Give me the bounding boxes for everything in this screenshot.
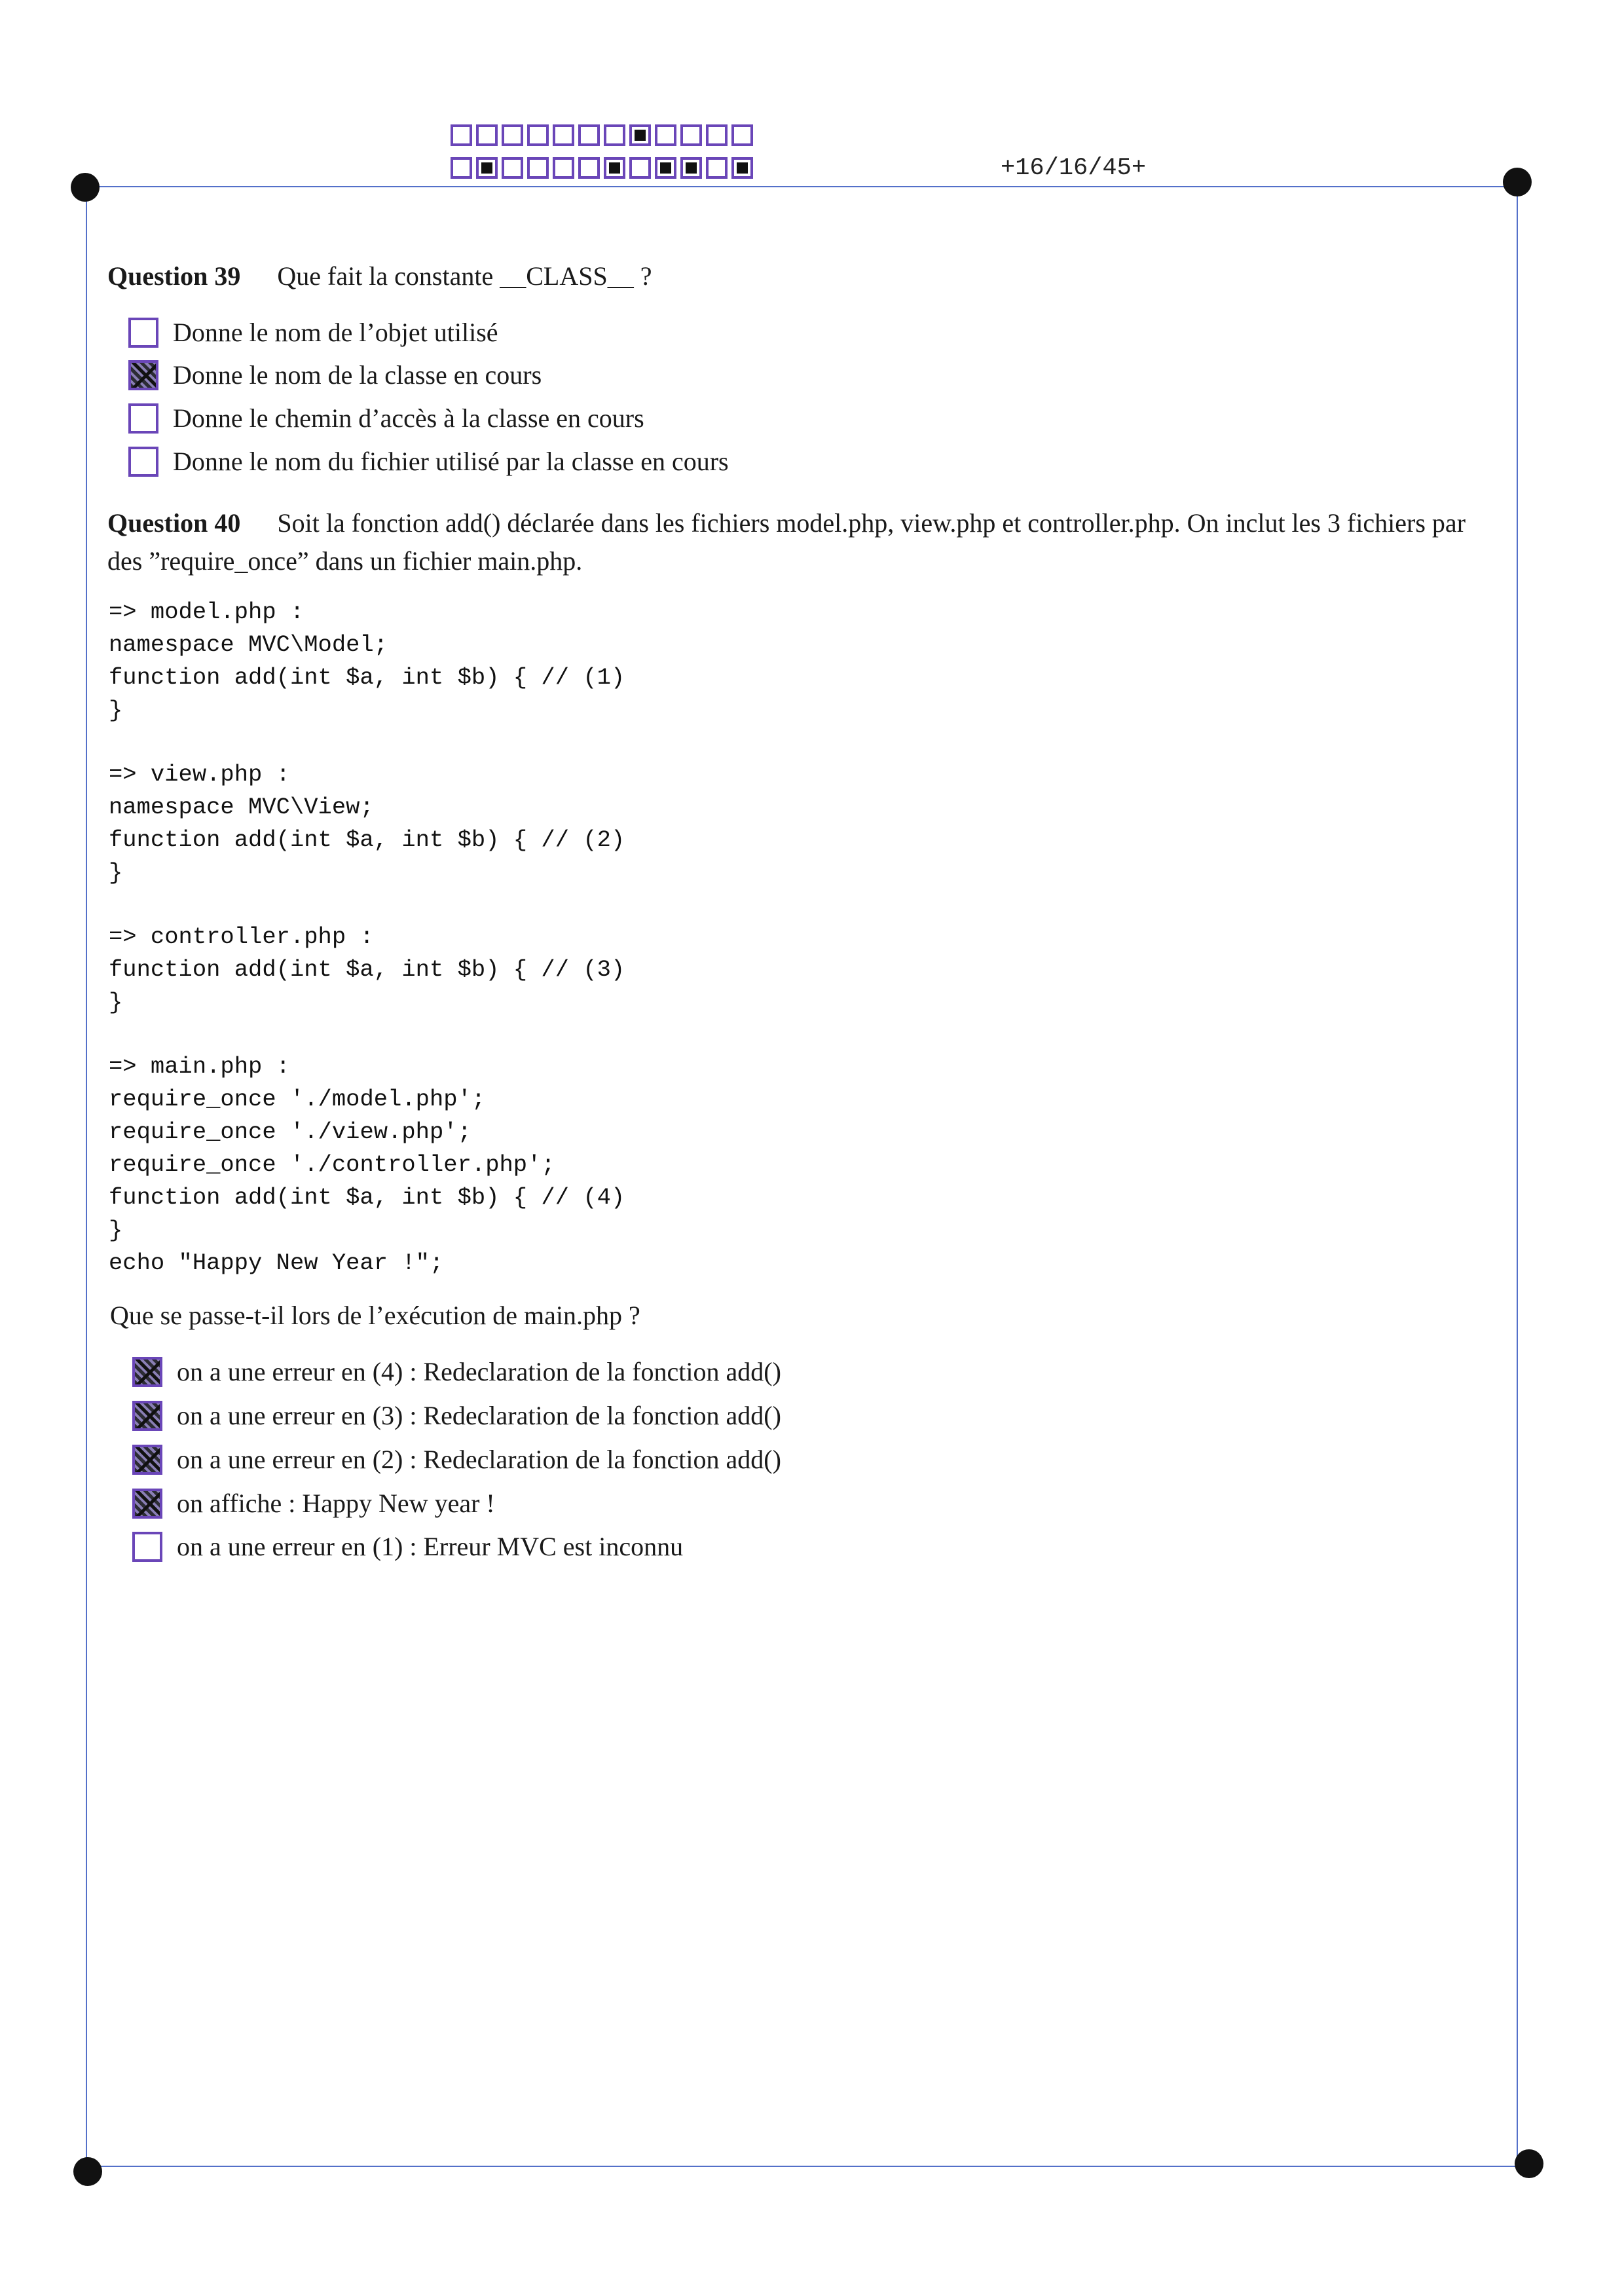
- id-code-box: [680, 157, 702, 179]
- question-text: Soit la fonction add() déclarée dans les fichiers model.php, view.php et controller.php. On inclut les 3 fichiers par des ”require_once” dans un fichier main.php.: [107, 508, 1466, 576]
- choice-label: on a une erreur en (1) : Erreur MVC est inconnu: [177, 1532, 684, 1561]
- id-code-box: [604, 124, 625, 146]
- corner-mark-top-right: [1503, 168, 1532, 196]
- id-code-box: [706, 157, 728, 179]
- id-code-row-2: [451, 157, 757, 179]
- question-40: [107, 504, 1496, 580]
- choice-label: Donne le chemin d’accès à la classe en cours: [173, 403, 644, 433]
- answer-checkbox[interactable]: [132, 1401, 162, 1431]
- answer-checkbox[interactable]: [132, 1489, 162, 1519]
- answer-checkbox[interactable]: [132, 1445, 162, 1475]
- q40-choice-2[interactable]: [132, 1400, 781, 1431]
- frame-bottom-line: [86, 2166, 1534, 2167]
- answer-checkbox[interactable]: [132, 1357, 162, 1387]
- answer-checkbox[interactable]: [132, 1532, 162, 1562]
- id-code-box: [451, 157, 472, 179]
- choice-label: on affiche : Happy New year !: [177, 1489, 495, 1518]
- choice-label: Donne le nom du fichier utilisé par la classe en cours: [173, 447, 729, 476]
- question-number: Question 39: [107, 261, 241, 291]
- corner-mark-top-left: [71, 173, 100, 202]
- q40-choice-3[interactable]: [132, 1444, 781, 1475]
- choice-label: on a une erreur en (4) : Redeclaration de la fonction add(): [177, 1357, 781, 1386]
- id-code-box: [578, 157, 600, 179]
- q39-choice-4[interactable]: [128, 446, 729, 477]
- id-code-box: [604, 157, 625, 179]
- frame-right-line: [1517, 186, 1518, 2166]
- answer-checkbox[interactable]: [128, 360, 158, 390]
- q39-choice-2[interactable]: [128, 360, 542, 390]
- answer-checkbox[interactable]: [128, 403, 158, 434]
- corner-mark-bottom-right: [1515, 2149, 1543, 2178]
- code-view-php: => view.php : namespace MVC\View; function add(int $a, int $b) { // (2) }: [109, 761, 625, 886]
- question-number: Question 40: [107, 508, 241, 538]
- question-39: [107, 257, 1496, 295]
- id-code-box: [502, 124, 523, 146]
- code-model-php: => model.php : namespace MVC\Model; function add(int $a, int $b) { // (1) }: [109, 599, 625, 724]
- corner-mark-bottom-left: [73, 2157, 102, 2186]
- frame-left-line: [86, 186, 87, 2174]
- id-code-box: [527, 157, 549, 179]
- choice-label: on a une erreur en (2) : Redeclaration de la fonction add(): [177, 1445, 781, 1474]
- question-prompt: Que se passe-t-il lors de l’exécution de main.php ?: [110, 1301, 640, 1330]
- id-code-box: [527, 124, 549, 146]
- id-code-box: [629, 124, 651, 146]
- q40-choice-1[interactable]: [132, 1356, 781, 1387]
- code-controller-php: => controller.php : function add(int $a, int $b) { // (3) }: [109, 923, 625, 1016]
- id-code-box: [655, 157, 676, 179]
- id-code-box: [731, 157, 753, 179]
- id-code-box: [502, 157, 523, 179]
- choice-label: on a une erreur en (3) : Redeclaration de la fonction add(): [177, 1401, 781, 1430]
- id-code-box: [629, 157, 651, 179]
- id-code-box: [655, 124, 676, 146]
- choice-label: Donne le nom de la classe en cours: [173, 360, 542, 390]
- id-code-box: [553, 157, 574, 179]
- id-code-box: [578, 124, 600, 146]
- id-code-box: [706, 124, 728, 146]
- choice-label: Donne le nom de l’objet utilisé: [173, 318, 498, 347]
- frame-top-line: [86, 186, 1518, 187]
- code-main-php: => main.php : require_once './model.php'; require_once './view.php'; require_once './controller.php'; function add(int $a, int $b) { // (4) } echo "Happy New Year !";: [109, 1053, 625, 1276]
- id-code-box: [476, 124, 498, 146]
- q39-choice-3[interactable]: [128, 403, 644, 434]
- question-text: Que fait la constante __CLASS__ ?: [277, 261, 652, 291]
- id-code-box: [731, 124, 753, 146]
- id-code-box: [476, 157, 498, 179]
- id-code-row-1: [451, 124, 757, 146]
- page-id: +16/16/45+: [1001, 155, 1147, 182]
- answer-checkbox[interactable]: [128, 447, 158, 477]
- answer-checkbox[interactable]: [128, 318, 158, 348]
- q40-choice-4[interactable]: [132, 1488, 495, 1519]
- id-code-box: [553, 124, 574, 146]
- id-code-box: [451, 124, 472, 146]
- q40-choice-5[interactable]: [132, 1531, 683, 1562]
- id-code-box: [680, 124, 702, 146]
- q39-choice-1[interactable]: [128, 317, 498, 348]
